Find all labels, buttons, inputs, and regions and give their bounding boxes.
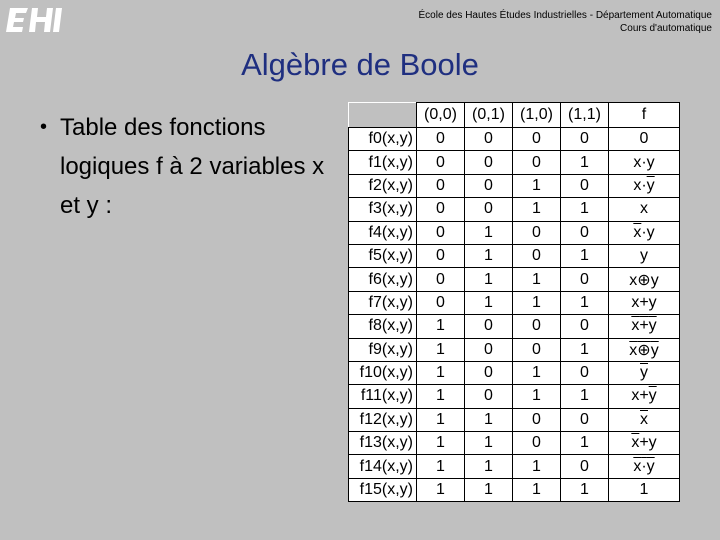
value-cell: 0 xyxy=(561,128,609,151)
value-cell: 1 xyxy=(513,478,561,501)
expression-cell: x·y xyxy=(609,151,680,174)
table-row xyxy=(349,244,680,267)
table-row xyxy=(349,408,680,431)
value-cell: 1 xyxy=(465,221,513,244)
function-name-cell: f6(x,y) xyxy=(349,268,417,291)
bullet-text: Table des fonctions logiques f à 2 variables x et y : xyxy=(60,114,325,219)
value-cell: 0 xyxy=(465,315,513,338)
function-name-cell: f11(x,y) xyxy=(349,385,417,408)
bullet-point xyxy=(40,108,330,225)
value-cell: 0 xyxy=(417,174,465,197)
table-row xyxy=(349,291,680,314)
expression-cell: $\overline{x}+y$ xyxy=(609,432,680,455)
function-name-cell: f0(x,y) xyxy=(349,128,417,151)
value-cell: 1 xyxy=(513,268,561,291)
function-name-cell: f5(x,y) xyxy=(349,244,417,267)
header-cell: (1,1) xyxy=(561,103,609,128)
value-cell: 1 xyxy=(417,338,465,361)
value-cell: 0 xyxy=(513,432,561,455)
value-cell: 0 xyxy=(513,338,561,361)
value-cell: 1 xyxy=(513,385,561,408)
value-cell: 1 xyxy=(561,151,609,174)
value-cell: 0 xyxy=(561,221,609,244)
value-cell: 1 xyxy=(513,455,561,478)
value-cell: 0 xyxy=(513,315,561,338)
expression-cell: x+y xyxy=(609,291,680,314)
table-row xyxy=(349,455,680,478)
header-course-name: Cours d'automatique xyxy=(620,23,712,34)
value-cell: 1 xyxy=(417,455,465,478)
function-name-cell: f3(x,y) xyxy=(349,198,417,221)
table-corner xyxy=(349,103,417,128)
function-name-cell: f10(x,y) xyxy=(349,361,417,384)
expression-cell: 0 xyxy=(609,128,680,151)
table-row xyxy=(349,361,680,384)
header-cell: (0,0) xyxy=(417,103,465,128)
value-cell: 0 xyxy=(513,151,561,174)
truth-table xyxy=(348,102,680,502)
value-cell: 1 xyxy=(513,174,561,197)
value-cell: 0 xyxy=(465,128,513,151)
value-cell: 0 xyxy=(465,151,513,174)
table-row xyxy=(349,174,680,197)
value-cell: 0 xyxy=(417,291,465,314)
value-cell: 1 xyxy=(417,432,465,455)
value-cell: 0 xyxy=(417,268,465,291)
value-cell: 0 xyxy=(561,361,609,384)
expression-cell: $\overline{x}\cdot\overline{y}$ xyxy=(609,455,680,478)
expression-cell: x⊕y xyxy=(609,268,680,291)
value-cell: 1 xyxy=(417,408,465,431)
value-cell: 0 xyxy=(561,174,609,197)
value-cell: 1 xyxy=(513,361,561,384)
table-row xyxy=(349,385,680,408)
value-cell: 1 xyxy=(465,455,513,478)
value-cell: 0 xyxy=(465,361,513,384)
value-cell: 0 xyxy=(513,408,561,431)
table-row xyxy=(349,151,680,174)
value-cell: 0 xyxy=(513,221,561,244)
expression-cell: $\overline{x}\cdot y$ xyxy=(609,221,680,244)
header-cell: f xyxy=(609,103,680,128)
function-name-cell: f1(x,y) xyxy=(349,151,417,174)
expression-cell: $\overline{x}+\overline{y}$ xyxy=(609,315,680,338)
expression-cell: y xyxy=(609,244,680,267)
table-row xyxy=(349,268,680,291)
expression-cell: x xyxy=(609,198,680,221)
expression-cell: $x\cdot\overline{y}$ xyxy=(609,174,680,197)
value-cell: 0 xyxy=(417,244,465,267)
function-name-cell: f8(x,y) xyxy=(349,315,417,338)
value-cell: 1 xyxy=(561,338,609,361)
value-cell: 0 xyxy=(561,315,609,338)
expression-cell: $x+\overline{y}$ xyxy=(609,385,680,408)
header-cell: (1,0) xyxy=(513,103,561,128)
value-cell: 0 xyxy=(513,244,561,267)
value-cell: 1 xyxy=(465,291,513,314)
value-cell: 0 xyxy=(561,408,609,431)
value-cell: 1 xyxy=(513,198,561,221)
value-cell: 0 xyxy=(513,128,561,151)
value-cell: 1 xyxy=(561,478,609,501)
expression-cell: $\overline{x}\oplus\overline{y}$ xyxy=(609,338,680,361)
expression-cell: $\overline{x}$ xyxy=(609,408,680,431)
value-cell: 1 xyxy=(561,432,609,455)
value-cell: 1 xyxy=(465,478,513,501)
value-cell: 1 xyxy=(513,291,561,314)
function-name-cell: f12(x,y) xyxy=(349,408,417,431)
value-cell: 1 xyxy=(561,244,609,267)
function-name-cell: f9(x,y) xyxy=(349,338,417,361)
header-school-name: École des Hautes Études Industrielles - Département Automatique xyxy=(418,10,712,21)
value-cell: 1 xyxy=(561,291,609,314)
table-row xyxy=(349,478,680,501)
table-header-row xyxy=(349,103,680,128)
value-cell: 1 xyxy=(465,432,513,455)
value-cell: 1 xyxy=(417,361,465,384)
bullet-icon: • xyxy=(40,116,48,138)
value-cell: 0 xyxy=(417,221,465,244)
table-row xyxy=(349,338,680,361)
value-cell: 0 xyxy=(417,151,465,174)
value-cell: 1 xyxy=(465,408,513,431)
expression-cell: 1 xyxy=(609,478,680,501)
value-cell: 1 xyxy=(561,385,609,408)
value-cell: 1 xyxy=(417,385,465,408)
value-cell: 1 xyxy=(417,315,465,338)
table-row xyxy=(349,315,680,338)
table-row xyxy=(349,221,680,244)
function-name-cell: f14(x,y) xyxy=(349,455,417,478)
expression-cell: $\overline{y}$ xyxy=(609,361,680,384)
function-name-cell: f4(x,y) xyxy=(349,221,417,244)
value-cell: 1 xyxy=(465,268,513,291)
value-cell: 0 xyxy=(417,128,465,151)
table-row xyxy=(349,128,680,151)
value-cell: 0 xyxy=(465,338,513,361)
value-cell: 0 xyxy=(465,198,513,221)
value-cell: 0 xyxy=(561,268,609,291)
function-name-cell: f13(x,y) xyxy=(349,432,417,455)
value-cell: 0 xyxy=(465,174,513,197)
value-cell: 1 xyxy=(417,478,465,501)
slide-title: Algèbre de Boole xyxy=(241,47,479,82)
table-row xyxy=(349,198,680,221)
value-cell: 0 xyxy=(561,455,609,478)
function-name-cell: f7(x,y) xyxy=(349,291,417,314)
value-cell: 1 xyxy=(465,244,513,267)
function-name-cell: f2(x,y) xyxy=(349,174,417,197)
function-name-cell: f15(x,y) xyxy=(349,478,417,501)
table-row xyxy=(349,432,680,455)
school-logo xyxy=(6,6,66,34)
value-cell: 0 xyxy=(417,198,465,221)
value-cell: 0 xyxy=(465,385,513,408)
value-cell: 1 xyxy=(561,198,609,221)
header-cell: (0,1) xyxy=(465,103,513,128)
